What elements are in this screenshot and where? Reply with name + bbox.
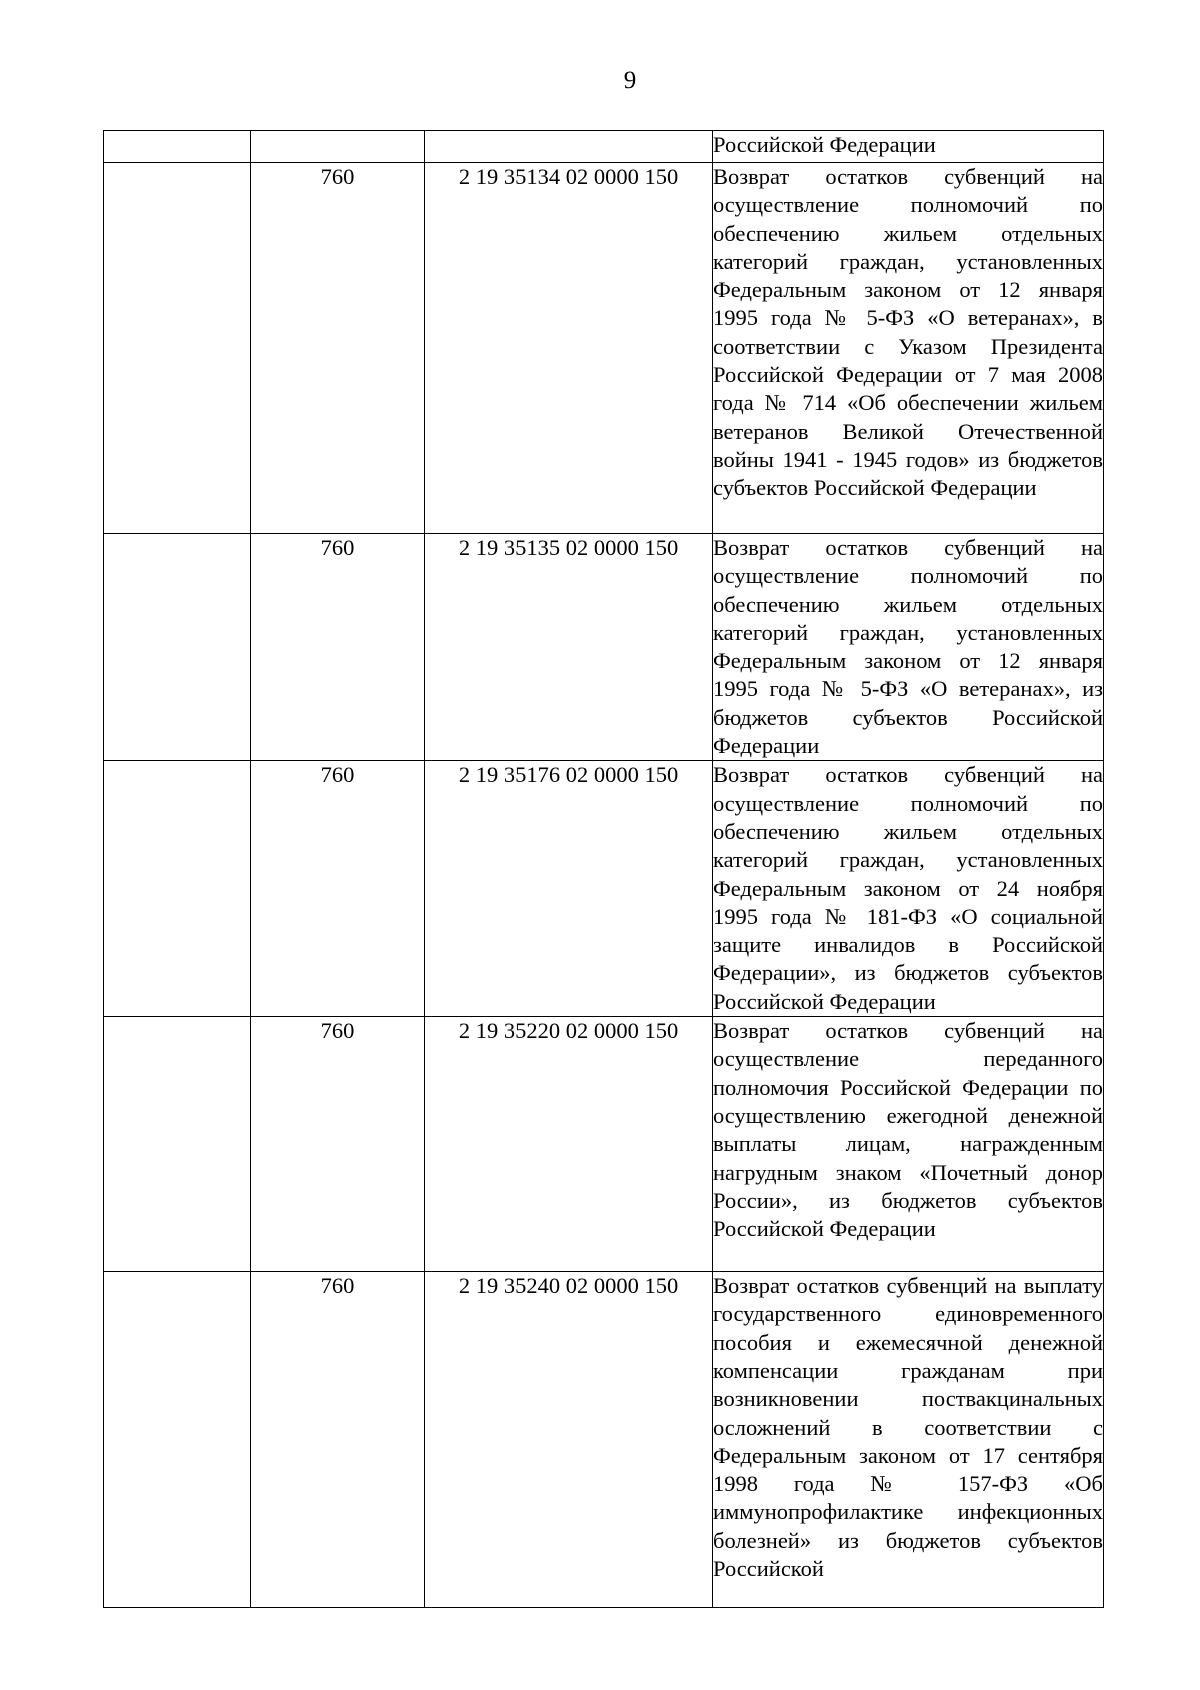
- admin-code-cell: 760: [251, 163, 425, 534]
- budget-code-cell: 2 19 35176 02 0000 150: [425, 761, 713, 1017]
- budget-code-cell: 2 19 35240 02 0000 150: [425, 1272, 713, 1608]
- empty-cell: [104, 1272, 251, 1608]
- description-cell: Возврат остатков субвенций на осуществление полномочий по обеспечению жильем отдельных категорий граждан, установленных Федеральным законом от 24 ноября 1995 года № 181-ФЗ «О социальной защите инвалидов в Российской Федерации», из бюджетов субъектов Российской Федерации: [713, 761, 1104, 1017]
- table-row: [104, 1272, 1104, 1608]
- admin-code-cell: 760: [251, 1272, 425, 1608]
- table-row: [104, 534, 1104, 761]
- description-cell: Возврат остатков субвенций на выплату государственного единовременного пособия и ежемесячной денежной компенсации гражданам при возникновении поствакцинальных осложнений в соответствии с Федеральным законом от 17 сентября 1998 года № 157-ФЗ «Об иммунопрофилактике инфекционных болезней» из бюджетов субъектов Российской: [713, 1272, 1104, 1608]
- page-number: 9: [623, 67, 637, 94]
- description-cell: Российской Федерации: [713, 131, 1104, 163]
- table-continuation-row: [104, 131, 1104, 163]
- admin-code-cell: 760: [251, 1017, 425, 1272]
- budget-code-cell: [425, 131, 713, 163]
- budget-codes-table: [103, 130, 1104, 1608]
- empty-cell: [104, 1017, 251, 1272]
- budget-code-cell: 2 19 35220 02 0000 150: [425, 1017, 713, 1272]
- admin-code-cell: 760: [251, 761, 425, 1017]
- table-row: [104, 163, 1104, 534]
- budget-code-cell: 2 19 35134 02 0000 150: [425, 163, 713, 534]
- empty-cell: [104, 534, 251, 761]
- table-row: [104, 1017, 1104, 1272]
- empty-cell: [104, 761, 251, 1017]
- empty-cell: [104, 163, 251, 534]
- table-row: [104, 761, 1104, 1017]
- description-cell: Возврат остатков субвенций на осуществление переданного полномочия Российской Федерации по осуществлению ежегодной денежной выплаты лицам, награжденным нагрудным знаком «Почетный донор России», из бюджетов субъектов Российской Федерации: [713, 1017, 1104, 1272]
- budget-code-cell: 2 19 35135 02 0000 150: [425, 534, 713, 761]
- admin-code-cell: 760: [251, 534, 425, 761]
- admin-code-cell: [251, 131, 425, 163]
- description-cell: Возврат остатков субвенций на осуществление полномочий по обеспечению жильем отдельных категорий граждан, установленных Федеральным законом от 12 января 1995 года № 5-ФЗ «О ветеранах», из бюджетов субъектов Российской Федерации: [713, 534, 1104, 761]
- description-cell: Возврат остатков субвенций на осуществление полномочий по обеспечению жильем отдельных категорий граждан, установленных Федеральным законом от 12 января 1995 года № 5-ФЗ «О ветеранах», в соответствии с Указом Президента Российской Федерации от 7 мая 2008 года № 714 «Об обеспечении жильем ветеранов Великой Отечественной войны 1941 - 1945 годов» из бюджетов субъектов Российской Федерации: [713, 163, 1104, 534]
- empty-cell: [104, 131, 251, 163]
